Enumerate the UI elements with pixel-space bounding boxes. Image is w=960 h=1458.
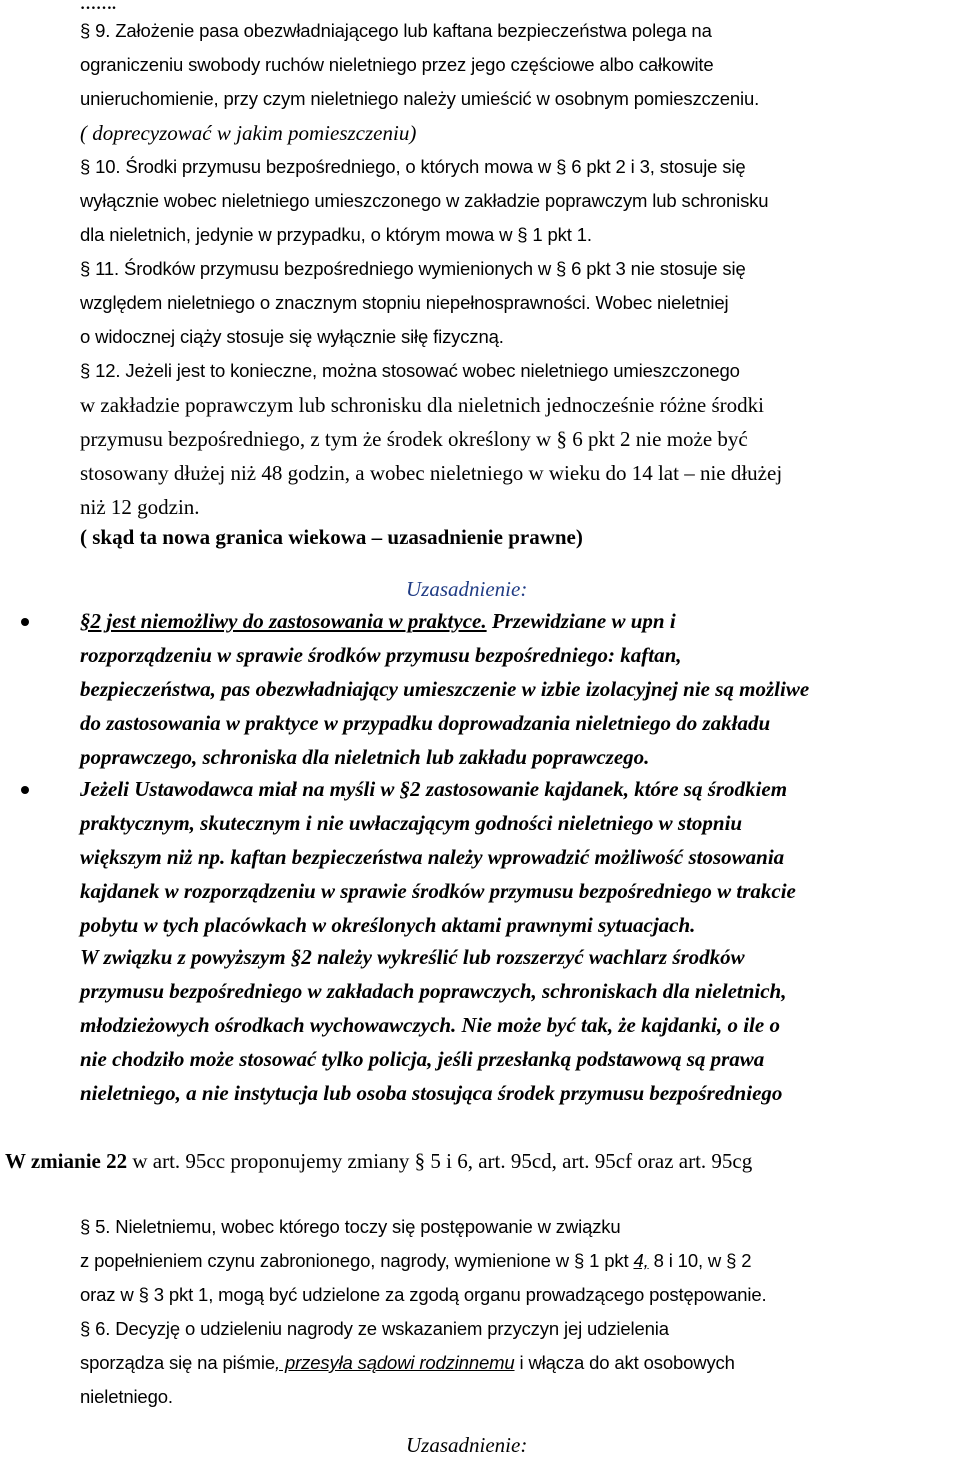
paragraph-9-line-1: § 9. Założenie pasa obezwładniającego lub kaftana bezpieczeństwa polega na: [80, 20, 712, 41]
paragraph-10-line-1: § 10. Środki przymusu bezpośredniego, o których mowa w § 6 pkt 2 i 3, stosuje się: [80, 156, 746, 177]
paragraph-12-note: ( skąd ta nowa granica wiekowa – uzasadnienie prawne): [80, 525, 583, 549]
paragraph-5-line-3: oraz w § 3 pkt 1, mogą być udzielone za zgodą organu prowadzącego postępowanie.: [80, 1284, 767, 1305]
paragraph-6-line-2-a: sporządza się na piśmie: [80, 1352, 276, 1373]
paragraph-6-line-3: nieletniego.: [80, 1386, 173, 1407]
paragraph-6-line-2: [80, 1350, 735, 1376]
justification-heading-2: Uzasadnienie:: [406, 1433, 528, 1457]
bullet-2-line-10: nieletniego, a nie instytucja lub osoba stosująca środek przymusu bezpośredniego: [80, 1081, 783, 1105]
paragraph-12-line-1: § 12. Jeżeli jest to konieczne, można stosować wobec nieletniego umieszczonego: [80, 360, 740, 381]
paragraph-9-line-3: unieruchomienie, przy czym nieletniego należy umieścić w osobnym pomieszczeniu.: [80, 88, 760, 109]
bullet-1-line-5: poprawczego, schroniska dla nieletnich lub zakładu poprawczego.: [80, 745, 650, 769]
bullet-1-line-2: rozporządzeniu w sprawie środków przymusu bezpośredniego: kaftan,: [80, 643, 682, 667]
paragraph-12-line-3: przymusu bezpośredniego, z tym że środek określony w § 6 pkt 2 nie może być: [80, 427, 748, 451]
paragraph-9-note: ( doprecyzować w jakim pomieszczeniu): [80, 121, 417, 145]
paragraph-6-line-1: § 6. Decyzję o udzieleniu nagrody ze wskazaniem przyczyn jej udzielenia: [80, 1318, 669, 1339]
bullet-2-line-4: kajdanek w rozporządzeniu w sprawie środków przymusu bezpośredniego w trakcie: [80, 879, 796, 903]
change-22-rest: w art. 95cc proponujemy zmiany § 5 i 6, art. 95cd, art. 95cf oraz art. 95cg: [127, 1149, 753, 1173]
bullet-1-line-3: bezpieczeństwa, pas obezwładniający umieszczenie w izbie izolacyjnej nie są możliwe: [80, 677, 810, 701]
bullet-icon: [21, 786, 29, 794]
change-22-bold: W zmianie 22: [5, 1149, 128, 1173]
bullet-2-line-6: W związku z powyższym §2 należy wykreślić lub rozszerzyć wachlarz środków: [80, 945, 745, 969]
paragraph-11-line-3: o widocznej ciąży stosuje się wyłącznie siłę fizyczną.: [80, 326, 504, 347]
bullet-2-line-7: przymusu bezpośredniego w zakładach poprawczych, schroniskach dla nieletnich,: [80, 979, 787, 1003]
paragraph-12-line-4: stosowany dłużej niż 48 godzin, a wobec nieletniego w wieku do 14 lat – nie dłużej: [80, 461, 783, 485]
change-22-line: [5, 1148, 752, 1174]
paragraph-11-line-2: względem nieletniego o znacznym stopniu niepełnosprawności. Wobec nieletniej: [80, 292, 729, 313]
bullet-1-line-1: [80, 608, 676, 634]
bullet-1-line-4: do zastosowania w praktyce w przypadku doprowadzania nieletniego do zakładu: [80, 711, 771, 735]
bullet-1-rest: Przewidziane w upn i: [486, 609, 676, 633]
paragraph-10-line-2: wyłącznie wobec nieletniego umieszczonego w zakładzie poprawczym lub schronisku: [80, 190, 769, 211]
paragraph-9-line-2: ograniczeniu swobody ruchów nieletniego przez jego częściowe albo całkowite: [80, 54, 714, 75]
bullet-1-underlined-start: §2 jest niemożliwy do zastosowania w praktyce.: [80, 609, 487, 633]
bullet-2-line-2: praktycznym, skutecznym i nie uwłaczającym godności nieletniego w stopniu: [80, 811, 743, 835]
paragraph-5-line-1: § 5. Nieletniemu, wobec którego toczy się postępowanie w związku: [80, 1216, 621, 1237]
paragraph-12-line-5: niż 12 godzin.: [80, 495, 200, 519]
bullet-icon: [21, 618, 29, 626]
paragraph-5-line-2-a: z popełnieniem czynu zabronionego, nagrody, wymienione w § 1 pkt: [80, 1250, 634, 1271]
paragraph-12-line-2: w zakładzie poprawczym lub schronisku dla nieletnich jednocześnie różne środki: [80, 393, 765, 417]
paragraph-6-line-2-underlined: , przesyła sądowi rodzinnemu: [275, 1352, 515, 1373]
paragraph-6-line-2-b: i włącza do akt osobowych: [514, 1352, 735, 1373]
bullet-2-line-3: większym niż np. kaftan bezpieczeństwa należy wprowadzić możliwość stosowania: [80, 845, 785, 869]
justification-heading: Uzasadnienie:: [406, 577, 528, 601]
paragraph-11-line-1: § 11. Środków przymusu bezpośredniego wymienionych w § 6 pkt 3 nie stosuje się: [80, 258, 746, 279]
bullet-2-line-1: Jeżeli Ustawodawca miał na myśli w §2 zastosowanie kajdanek, które są środkiem: [80, 777, 788, 801]
bullet-2-line-5: pobytu w tych placówkach w określonych aktami prawnymi sytuacjach.: [80, 913, 696, 937]
bullet-2-line-9: nie chodziło może stosować tylko policja, jeśli przesłanką podstawową są prawa: [80, 1047, 765, 1071]
paragraph-5-line-2-b: 8 i 10, w § 2: [648, 1250, 752, 1271]
bullet-2-line-8: młodzieżowych ośrodkach wychowawczych. Nie może być tak, że kajdanki, o ile o: [80, 1013, 780, 1037]
paragraph-10-line-3: dla nieletnich, jedynie w przypadku, o którym mowa w § 1 pkt 1.: [80, 224, 592, 245]
paragraph-5-line-2-underlined: 4,: [633, 1250, 649, 1271]
ellipsis-marker: …….: [80, 0, 116, 13]
paragraph-5-line-2: [80, 1248, 751, 1274]
